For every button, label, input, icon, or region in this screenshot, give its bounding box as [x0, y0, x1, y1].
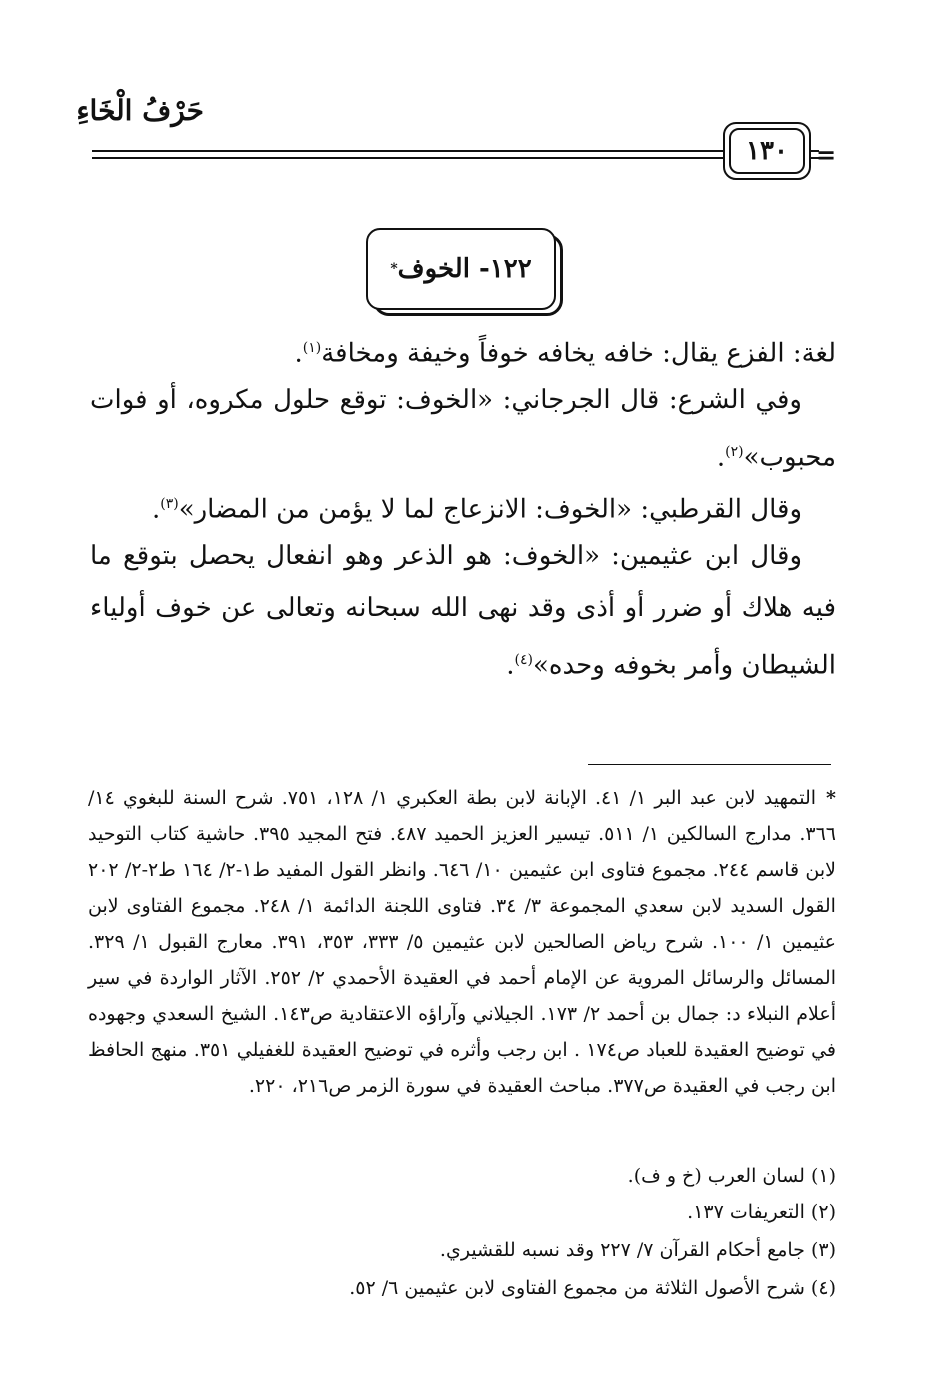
footnote-ref-3: (٣)	[160, 496, 179, 512]
footnote-ref-2: (٢)	[725, 444, 744, 460]
entry-heading-marker: *	[390, 261, 398, 277]
footnote-separator	[588, 764, 831, 765]
paragraph-uthaymeen	[90, 530, 836, 692]
entry-heading-text: ١٢٢- الخوف	[397, 254, 532, 284]
footnote-sources-text: التمهيد لابن عبد البر ١/ ٤١. الإبانة لابن بطة العكبري ١/ ١٢٨، ٧٥١. شرح السنة للبغوي ١٤/ ٣٦٦. مدارج السالكين ١/ ٥١١. تيسير العزيز الحميد ٤٨٧. فتح المجيد ٣٩٥. حاشية كتاب التوحيد لابن قاسم ٢٤٤. مجموع فتاوى ابن عثيمين ١٠/ ٦٤٦. وانظر القول المفيد ط١-٢/ ١٦٤ ط٢-٢/ ٢٠٢ القول السديد لابن سعدي المجموعة ٣/ ٣٤. فتاوى اللجنة الدائمة ١/ ٢٤٨. مجموع الفتاوى لابن عثيمين ١/ ١٠٠. شرح رياض الصالحين لابن عثيمين ٥/ ٣٣٣، ٣٥٣، ٣٩١. معارج القبول ١/ ٣٢٩. المسائل والرسائل المروية عن الإمام أحمد في العقيدة الأحمدي ٢/ ٢٥٢. الآثار الواردة في سير أعلام النبلاء د: جمال بن أحمد ٢/ ١٧٣. الجيلاني وآراؤه الاعتقادية ص١٤٣. الشيخ السعدي وجهوده في توضيح العقيدة للعباد ص١٧٤ . ابن رجب وأثره في توضيح العقيدة للغفيلي ٣٥١. منهج الحافظ ابن رجب في العقيدة ص٣٧٧. مباحث العقيدة في سورة الزمر ص٢١٦، ٢٢٠.	[88, 787, 837, 1097]
header-rule-top-left	[92, 150, 723, 152]
period: .	[151, 494, 161, 525]
footnote-ref-1: (١)	[302, 340, 322, 356]
footnote-1: (١) لسان العرب (خ و ف).	[627, 1165, 836, 1187]
period: .	[294, 338, 303, 369]
period: .	[506, 650, 515, 681]
paragraph-text: وقال ابن عثيمين: «الخوف: هو الذعر وهو انفعال يحصل بتوقع ما فيه هلاك أو ضرر أو أذى وقد نهى الله سبحانه وتعالى عن خوف أولياء الشيطان وأمر بخوفه وحده»	[90, 541, 837, 681]
entry-heading	[366, 228, 556, 310]
header-rule-bottom-left	[92, 157, 723, 159]
page-number: ١٣٠	[729, 128, 805, 174]
paragraph-text: وقال القرطبي: «الخوف: الانزعاج لما لا يؤمن من المضار»	[178, 494, 802, 525]
header-ornament: =	[816, 140, 837, 169]
paragraph-qurtubi	[90, 478, 836, 536]
footnote-ref-4: (٤)	[514, 652, 533, 668]
footnote-3: (٣) جامع أحكام القرآن ٧/ ٢٢٧ وقد نسبه للقشيري.	[439, 1239, 836, 1261]
footnote-star-mark: *	[826, 787, 836, 809]
footnote-sources	[88, 780, 836, 1104]
running-title: حَرْفُ الْخَاءِ	[76, 94, 204, 127]
paragraph-text: وفي الشرع: قال الجرجاني: «الخوف: توقع حلول مكروه، أو فوات محبوب»	[90, 385, 836, 473]
paragraph-text: لغة: الفزع يقال: خافه يخافه خوفاً وخيفة ومخافة	[321, 338, 836, 369]
footnote-4: (٤) شرح الأصول الثلاثة من مجموع الفتاوى لابن عثيمين ٦/ ٥٢.	[349, 1277, 836, 1299]
paragraph-jurjani	[90, 374, 836, 484]
paragraph-linguistic	[90, 322, 836, 380]
period: .	[716, 442, 726, 473]
footnote-2: (٢) التعريفات ١٣٧.	[687, 1201, 836, 1223]
